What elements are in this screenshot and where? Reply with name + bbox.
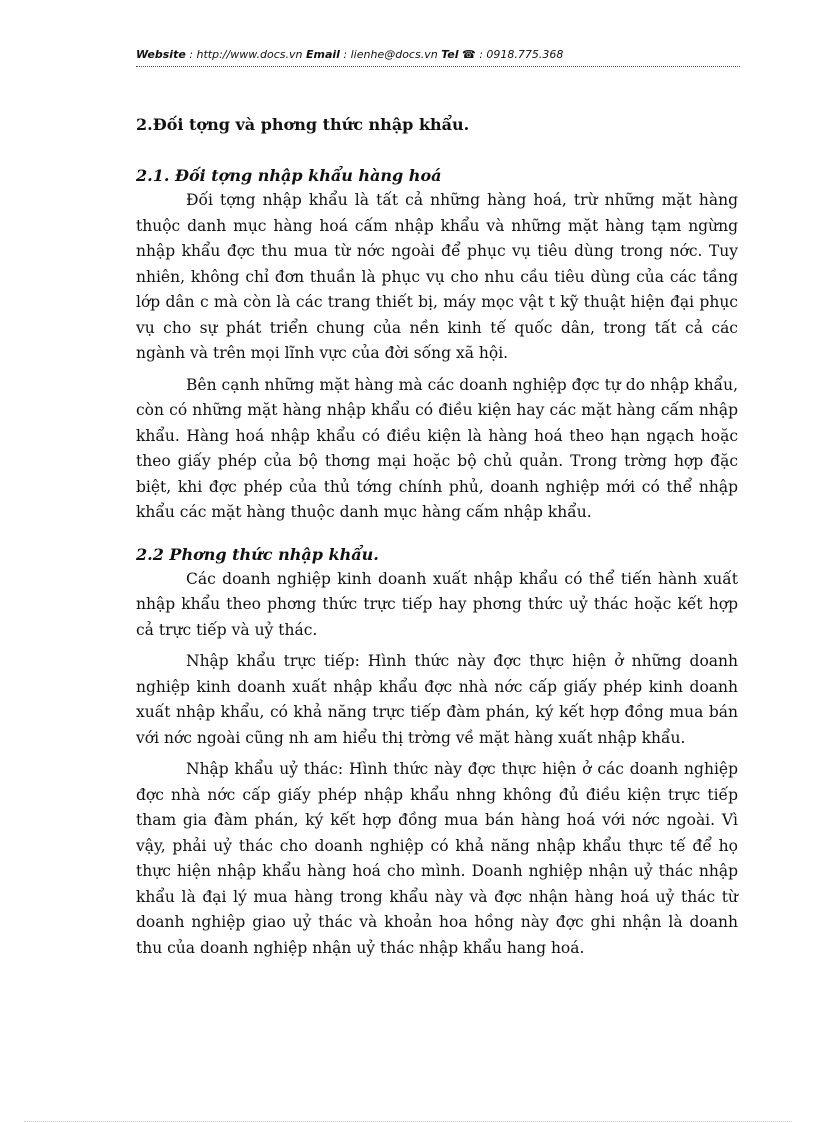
paragraph: Đối tợng nhập khẩu là tất cả những hàng hoá, trừ những mặt hàng thuộc danh mục hàng hoá cấm nhập khẩu và những mặt hàng tạm ngừng nhập khẩu đợc thu mua từ nớc ngoài để phục vụ tiêu dùng trong nớc. Tuy nhiên, không chỉ đơn thuần là phục vụ cho nhu cầu tiêu dùng của các tầng lớp dân c mà còn là các trang thiết bị, máy mọc vật t kỹ thuật hiện đại phục vụ cho sự phát triển chung của nền kinh tế quốc dân, trong tất cả các ngành và trên mọi lĩnh vực của đời sống xã hội. (136, 191, 738, 362)
tel-label: Tel (441, 48, 459, 61)
tel-value: ☎ : 0918.775.368 (458, 48, 564, 61)
subsection-title-2-1: 2.1. Đối tợng nhập khẩu hàng hoá (136, 166, 442, 185)
paragraph: Nhập khẩu uỷ thác: Hình thức này đợc thực hiện ở các doanh nghiệp đợc nhà nớc cấp giấy phép nhập khẩu nhng không đủ điều kiện trực tiếp tham gia đàm phán, ký kết hợp đồng mua bán hàng hoá với nớc ngoài. Vì vậy, phải uỷ thác cho doanh nghiệp có khả năng nhập khẩu thực tế để họ thực hiện nhập khẩu hàng hoá cho mình. Doanh nghiệp nhận uỷ thác nhập khẩu là đại lý mua hàng trong khẩu này và đợc nhận hàng hoá uỷ thác từ doanh nghiệp giao uỷ thác và khoản hoa hồng này đợc ghi nhận là doanh thu của doanh nghiệp nhận uỷ thác nhập khẩu hang hoá. (136, 760, 738, 957)
email-value[interactable]: : lienhe@docs.vn (339, 48, 442, 61)
document-body (136, 112, 738, 967)
website-value[interactable]: : http://www.docs.vn (185, 48, 306, 61)
section-title: 2.Đối tợng và phơng thức nhập khẩu. (136, 115, 470, 134)
paragraph: Các doanh nghiệp kinh doanh xuất nhập khẩu có thể tiến hành xuất nhập khẩu theo phơng thức trực tiếp hay phơng thức uỷ thác hoặc kết hợp cả trực tiếp và uỷ thác. (136, 569, 738, 639)
footer-divider (24, 1121, 792, 1122)
subsection-title-2-2: 2.2 Phơng thức nhập khẩu. (136, 544, 379, 564)
email-label: Email (305, 48, 340, 61)
header-divider (136, 66, 740, 67)
paragraph: Bên cạnh những mặt hàng mà các doanh nghiệp đợc tự do nhập khẩu, còn có những mặt hàng nhập khẩu có điều kiện hay các mặt hàng cấm nhập khẩu. Hàng hoá nhập khẩu có điều kiện là hàng hoá theo hạn ngạch hoặc theo giấy phép của bộ thơng mại hoặc bộ chủ quản. Trong trờng hợp đặc biệt, khi đợc phép của thủ tớng chính phủ, doanh nghiệp mới có thể nhập khẩu các mặt hàng thuộc danh mục hàng cấm nhập khẩu. (136, 375, 738, 521)
page-header (136, 48, 740, 61)
paragraph: Nhập khẩu trực tiếp: Hình thức này đợc thực hiện ở những doanh nghiệp kinh doanh xuất nhập khẩu đợc nhà nớc cấp giấy phép kinh doanh xuất nhập khẩu, có khả năng trực tiếp đàm phán, ký kết hợp đồng mua bán với nớc ngoài cũng nh am hiểu thị trờng về mặt hàng xuất nhập khẩu. (136, 652, 738, 747)
website-label: Website (136, 48, 186, 61)
